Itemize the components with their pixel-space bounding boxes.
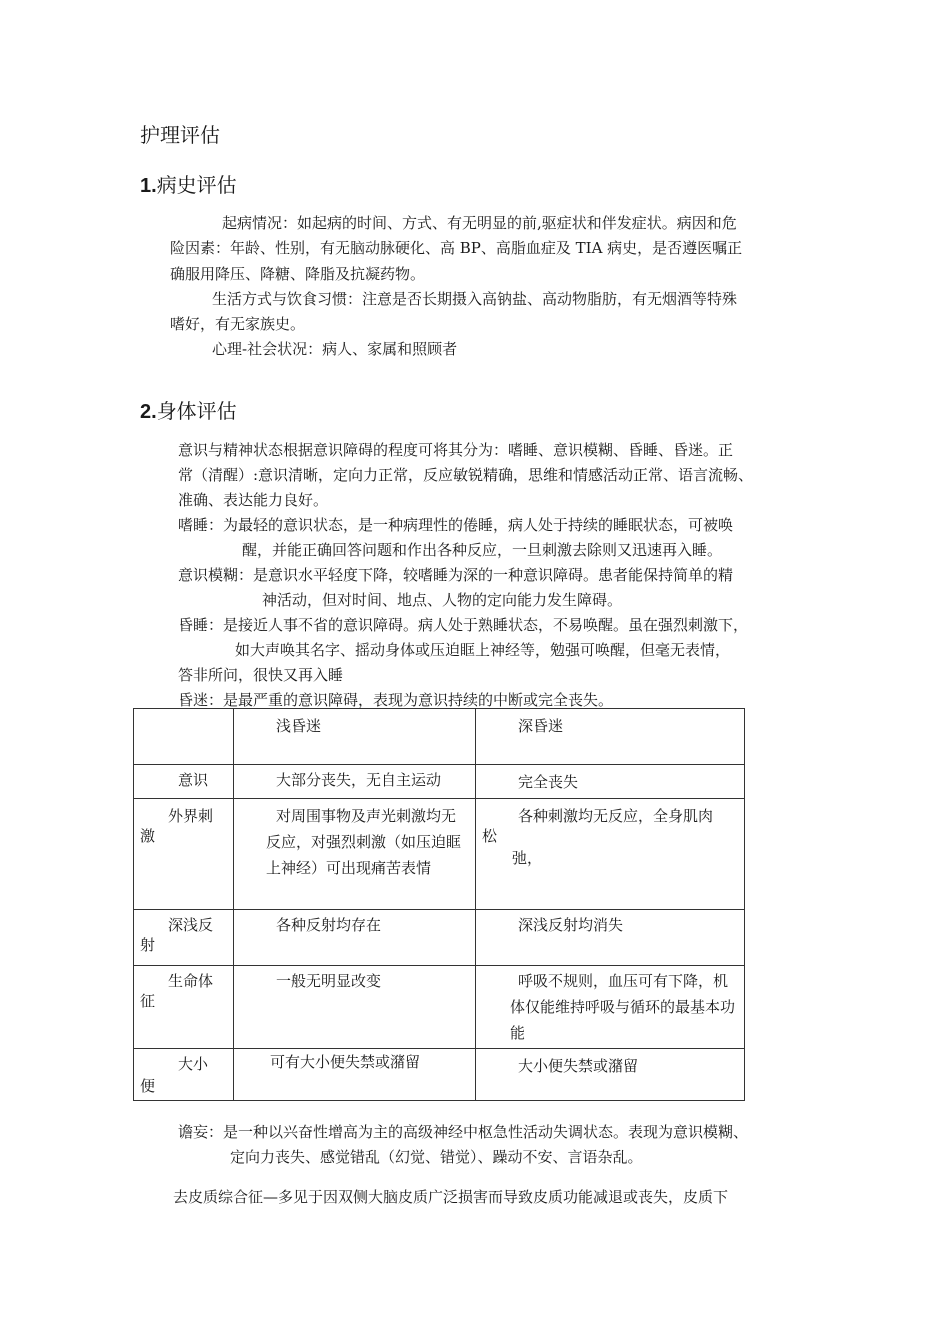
section-2-line: 答非所问，很快又再入睡: [178, 666, 344, 684]
section-1-line: 险因素：年龄、性别，有无脑动脉硬化、高 BP、高脂血症及 TIA 病史，是否遵医嘱正: [170, 239, 743, 257]
row-label: 大小: [178, 1055, 209, 1073]
row-label: 深浅反: [168, 916, 214, 934]
deep-coma-value: 呼吸不规则，血压可有下降，机体仅能维持呼吸与循环的最基本功能: [510, 972, 736, 1042]
header-deep-coma: 深昏迷: [518, 717, 564, 735]
table-cell: [476, 765, 745, 799]
table-row: [134, 765, 745, 799]
section-1-line: 确服用降压、降糖、降脂及抗凝药物。: [170, 265, 426, 283]
table-cell: [234, 799, 476, 910]
section-1-line: 生活方式与饮食习惯：注意是否长期摄入高钠盐、高动物脂肪，有无烟酒等特殊: [212, 290, 738, 308]
table-cell: [234, 966, 476, 1049]
table-cell: [134, 1049, 234, 1101]
after-table-line: 去皮质综合征—多见于因双侧大脑皮质广泛损害而导致皮质功能减退或丧失，皮质下: [173, 1188, 729, 1206]
table-header-cell: [476, 709, 745, 765]
section-2-line: 醒，并能正确回答问题和作出各种反应，一旦刺激去除则又迅速再入睡。: [242, 541, 723, 559]
section-1-line: 心理-社会状况：病人、家属和照顾者: [212, 340, 458, 358]
section-2-line: 准确、表达能力良好。: [178, 491, 329, 509]
section-2-title: 身体评估: [156, 399, 237, 423]
section-2-heading: [140, 398, 237, 425]
table-cell: [476, 1049, 745, 1101]
deep-coma-value: 各种刺激均无反应，全身肌肉: [518, 807, 714, 825]
document-title: 护理评估: [140, 123, 220, 147]
section-1-line: 起病情况：如起病的时间、方式、有无明显的前,驱症状和伴发症状。病因和危: [222, 214, 737, 232]
light-coma-value: 各种反射均存在: [276, 916, 382, 934]
row-label: 意识: [178, 771, 209, 789]
row-label: 外界刺: [168, 807, 214, 825]
table-cell: [234, 910, 476, 966]
section-2-line: 神活动，但对时间、地点、人物的定向能力发生障碍。: [262, 591, 623, 609]
deep-coma-value: 大小便失禁或潴留: [518, 1057, 639, 1075]
table-row: [134, 1049, 745, 1101]
light-coma-value: 一般无明显改变: [276, 972, 382, 990]
row-label: 生命体: [168, 972, 214, 990]
table-row: [134, 966, 745, 1049]
section-2-number: 2.: [140, 401, 157, 423]
table-row: [134, 910, 745, 966]
section-1-heading: [140, 172, 237, 199]
after-table-line: 定向力丧失、感觉错乱（幻觉、错觉）、躁动不安、言语杂乱。: [230, 1148, 643, 1166]
section-2-line: 常（清醒）:意识清晰，定向力正常，反应敏锐精确，思维和情感活动正常、语言流畅、: [178, 466, 754, 484]
table-cell: [476, 799, 745, 910]
section-1-title: 病史评估: [156, 173, 237, 197]
row-label-cont: 征: [140, 992, 156, 1010]
row-label-cont: 射: [140, 936, 156, 954]
section-2-line: 嗜睡：为最轻的意识状态，是一种病理性的倦睡，病人处于持续的睡眠状态，可被唤: [178, 516, 734, 534]
deep-coma-value-cont: 松: [482, 827, 498, 845]
table-cell: [134, 765, 234, 799]
section-2-line: 意识模糊：是意识水平轻度下降，较嗜睡为深的一种意识障碍。患者能保持简单的精: [178, 566, 734, 584]
table-header-row: [134, 709, 745, 765]
deep-coma-value: 深浅反射均消失: [518, 916, 624, 934]
header-light-coma: 浅昏迷: [276, 717, 322, 735]
light-coma-value: 可有大小便失禁或潴留: [270, 1053, 421, 1071]
deep-coma-value-cont: 弛，: [512, 849, 543, 867]
section-2-line: 意识与精神状态根据意识障碍的程度可将其分为：嗜睡、意识模糊、昏睡、昏迷。正: [178, 441, 734, 459]
table-header-cell: [134, 709, 234, 765]
table-cell: [134, 966, 234, 1049]
after-table-line: 谵妄：是一种以兴奋性增高为主的高级神经中枢急性活动失调状态。表现为意识模糊、: [178, 1123, 749, 1141]
table-cell: [234, 765, 476, 799]
table-header-cell: [234, 709, 476, 765]
table-cell: [234, 1049, 476, 1101]
row-label-cont: 便: [140, 1077, 156, 1095]
section-2-line: 昏迷：是最严重的意识障碍，表现为意识持续的中断或完全丧失。: [178, 691, 614, 709]
table-cell: [476, 966, 745, 1049]
row-label-cont: 激: [140, 827, 156, 845]
light-coma-value: 对周围事物及声光刺激均无反应，对强烈刺激（如压迫眶上神经）可出现痛苦表情: [266, 807, 462, 877]
section-2-line: 如大声唤其名字、摇动身体或压迫眶上神经等，勉强可唤醒，但毫无表情，: [235, 641, 731, 659]
deep-coma-value: 完全丧失: [518, 773, 579, 791]
section-1-number: 1.: [140, 175, 157, 197]
light-coma-value: 大部分丧失，无自主运动: [276, 771, 442, 789]
table-row: [134, 799, 745, 910]
table-cell: [134, 910, 234, 966]
section-2-line: 昏睡：是接近人事不省的意识障碍。病人处于熟睡状态，不易唤醒。虽在强烈刺激下，: [178, 616, 749, 634]
section-1-line: 嗜好，有无家族史。: [170, 315, 306, 333]
table-cell: [134, 799, 234, 910]
table-cell: [476, 910, 745, 966]
coma-comparison-table: [133, 708, 745, 1101]
